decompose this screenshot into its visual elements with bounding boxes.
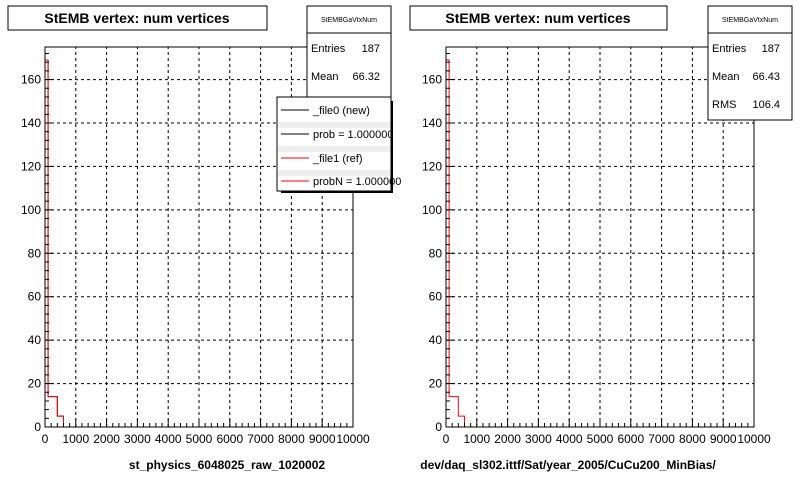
left-stats-mean-label: Mean — [311, 71, 339, 83]
left-y-tick-label: 140 — [20, 116, 41, 130]
left-x-tick-label: 10000 — [336, 432, 370, 446]
right-y-tick-label: 0 — [435, 420, 442, 434]
legend-box — [277, 97, 401, 193]
legend-label-file0: _file0 (new) — [313, 105, 370, 117]
right-y-tick-label: 60 — [428, 289, 442, 304]
right-x-tick-label: 10000 — [737, 432, 771, 446]
left-y-tick-label: 80 — [27, 246, 41, 261]
left-x-tick-label: 8000 — [278, 432, 305, 446]
right-x-tick-label: 8000 — [679, 432, 706, 446]
right-x-tick-label: 9000 — [709, 432, 737, 446]
right-y-tick-label: 20 — [428, 376, 442, 391]
right-x-tick-label: 5000 — [586, 432, 614, 446]
right-x-tick-label: 2000 — [494, 432, 521, 446]
legend-stripe-2 — [278, 146, 390, 152]
right-x-tick-label: 1000 — [463, 432, 491, 446]
left-stats-entries-label: Entries — [311, 43, 346, 55]
right-y-tick-label: 80 — [428, 246, 442, 261]
left-y-tick-label: 60 — [27, 289, 41, 304]
left-y-tick-label: 160 — [20, 72, 41, 87]
left-x-tick-label: 3000 — [124, 432, 151, 446]
right-y-tick-label: 40 — [428, 333, 442, 348]
right-stats-entries-label: Entries — [712, 43, 747, 55]
right-title: StEMB vertex: num vertices — [445, 10, 631, 26]
left-y-tick-label: 0 — [34, 420, 41, 434]
legend-label-prob: prob = 1.000000 — [313, 129, 394, 141]
left-x-tick-label: 7000 — [247, 432, 274, 446]
left-stats-name: StEMBGaVtxNum — [320, 17, 378, 24]
left-y-tick-label: 100 — [20, 202, 41, 217]
right-stats-box — [708, 6, 792, 120]
right-y-tick-label: 140 — [421, 116, 442, 130]
left-x-tick-label: 5000 — [185, 432, 213, 446]
left-x-tick-label: 0 — [41, 432, 49, 446]
right-x-tick-label: 3000 — [525, 432, 552, 446]
legend-label-probn: probN = 1.000000 — [313, 176, 402, 188]
right-stats-mean-label: Mean — [712, 71, 740, 83]
left-y-tick-label: 40 — [27, 333, 41, 348]
right-stats-rms-value: 106.4 — [752, 99, 780, 111]
left-x-tick-label: 6000 — [216, 432, 244, 446]
left-y-tick-label: 20 — [27, 376, 41, 391]
left-x-tick-label: 1000 — [62, 432, 90, 446]
right-x-tick-label: 4000 — [555, 432, 583, 446]
right-footer-caption: dev/daq_sl302.ittf/Sat/year_2005/CuCu200_MinBias/ — [420, 458, 716, 472]
right-y-tick-label: 100 — [421, 202, 442, 217]
left-y-tick-label: 120 — [20, 159, 41, 174]
legend-label-file1: _file1 (ref) — [313, 153, 363, 165]
left-x-tick-label: 4000 — [154, 432, 182, 446]
left-stats-entries-value: 187 — [361, 43, 380, 55]
left-x-tick-label: 2000 — [93, 432, 120, 446]
legend-stripe-1 — [278, 122, 390, 128]
right-y-tick-label: 120 — [421, 159, 442, 174]
right-x-tick-label: 0 — [442, 432, 450, 446]
left-title: StEMB vertex: num vertices — [44, 10, 230, 26]
right-y-tick-label: 160 — [421, 72, 442, 87]
left-footer-caption: st_physics_6048025_raw_1020002 — [128, 458, 326, 472]
right-stats-entries-value: 187 — [761, 43, 780, 55]
left-x-tick-label: 9000 — [308, 432, 336, 446]
right-x-tick-label: 6000 — [617, 432, 645, 446]
left-stats-mean-value: 66.32 — [352, 71, 380, 83]
right-stats-name: StEMBGaVtxNum — [721, 17, 779, 24]
right-stats-mean-value: 66.43 — [752, 71, 780, 83]
right-stats-rms-label: RMS — [712, 99, 737, 111]
right-x-tick-label: 7000 — [648, 432, 675, 446]
